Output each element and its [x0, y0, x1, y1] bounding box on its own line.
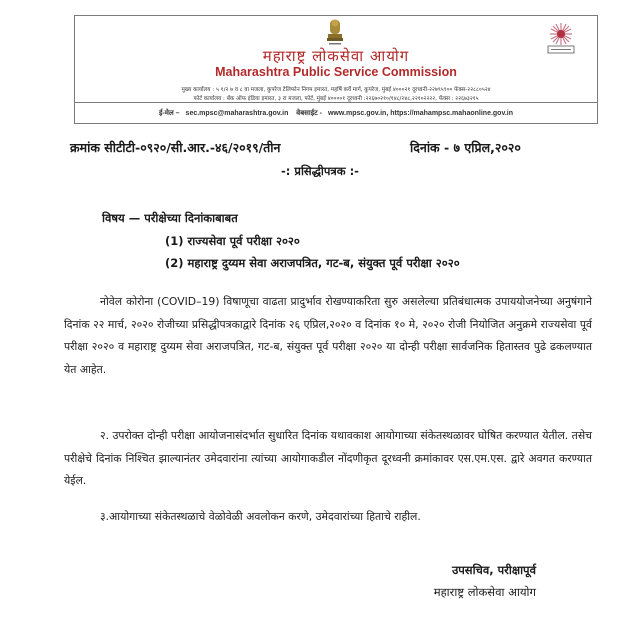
reference-number: क्रमांक सीटीटी-०९२०/सी.आर.-४६/२०१९/तीन	[70, 140, 281, 155]
letterhead	[74, 15, 598, 124]
reference-date: दिनांक - ७ एप्रिल,२०२०	[410, 140, 521, 155]
subject-heading: विषय — परीक्षेच्या दिनांकाबाबत	[102, 211, 238, 225]
subject-item: (2) महाराष्ट्र दुय्यम सेवा अराजपत्रित, गट-ब, संयुक्त पूर्व परीक्षा २०२०	[165, 256, 460, 270]
email-link[interactable]: sec.mpsc@maharashtra.gov.in	[185, 110, 289, 117]
website-label: वेबसाईट -	[296, 110, 322, 117]
website-links[interactable]: www.mpsc.gov.in, https://mahampsc.mahaonline.gov.in	[327, 110, 513, 117]
email-label: ई-मेल –	[159, 110, 180, 117]
subject-item: (1) राज्यसेवा पूर्व परीक्षा २०२०	[165, 234, 300, 248]
signatory-organization: महाराष्ट्र लोकसेवा आयोग	[433, 585, 536, 599]
signatory-designation: उपसचिव, परीक्षापूर्व	[451, 563, 536, 577]
paragraph-1: नोवेल कोरोना (COVID–19) विषाणूचा वाढता प्रादुर्भाव रोखण्याकरिता सुरु असलेल्या प्रतिबंधात्मक उपाययोजनेच्या अनुषंगाने दिनांक २२ मार्च, २०२० रोजीच्या प्रसिद्धीपत्रकाद्वारे दिनांक २६ एप्रिल,२०२० व दिनांक १० मे, २०२० रोजी नियोजित अनुक्रमे राज्यसेवा पूर्व परीक्षा २०२० व महाराष्ट्र दुय्यम सेवा अराजपत्रित, गट-ब, संयुक्त पूर्व परीक्षा २०२० या दोन्ही परीक्षा सार्वजनिक हितास्तव पुढे ढकलण्यात येत आहेत.	[64, 295, 592, 376]
head-office-address: मुख्य कार्यालय : ५ १/२ ७ व ८ वा मजला, कुपरेज टेलिफोन निगम इमारत, महर्षि कर्वे मार्ग, कुपरेज, मुंबई ४०००२१ दूरध्वनी-२२७९५९०० फॅक्स-२२८८०५२४	[181, 87, 491, 93]
org-name-marathi: महाराष्ट्र लोकसेवा आयोग	[262, 47, 410, 65]
contact-row	[75, 102, 597, 125]
paragraph-2: २. उपरोक्त दोन्ही परीक्षा आयोजनासंदर्भात सुधारित दिनांक यथावकाश आयोगाच्या संकेतस्थळावर घोषित करण्यात येतील. तसेच परीक्षेचे दिनांक निश्चित झाल्यानंतर उमेदवारांना त्यांच्या आयोगाकडील नोंदणीकृत दूरध्वनी क्रमांकावर एस.एम.एस. द्वारे अवगत करण्यात येईल.	[64, 429, 592, 487]
national-emblem-icon	[323, 18, 347, 48]
document-title: -: प्रसिद्धीपत्रक :-	[281, 164, 359, 178]
org-name-english: Maharashtra Public Service Commission	[215, 65, 457, 79]
paragraph-3: ३.आयोगाच्या संकेतस्थळाचे वेळोवेळी अवलोकन करणे, उमेदवारांच्या हिताचे राहील.	[100, 510, 421, 523]
fort-office-address: फोर्ट कार्यालय : बँक ऑफ इंडिया इमारत, ३ रा मजला, फोर्ट, मुंबई ४००००१ दूरध्वनी :२२६७०२१०/१४८/२४८,२२१०२२२२, फॅक्स : २२६७३२१५	[193, 96, 479, 102]
